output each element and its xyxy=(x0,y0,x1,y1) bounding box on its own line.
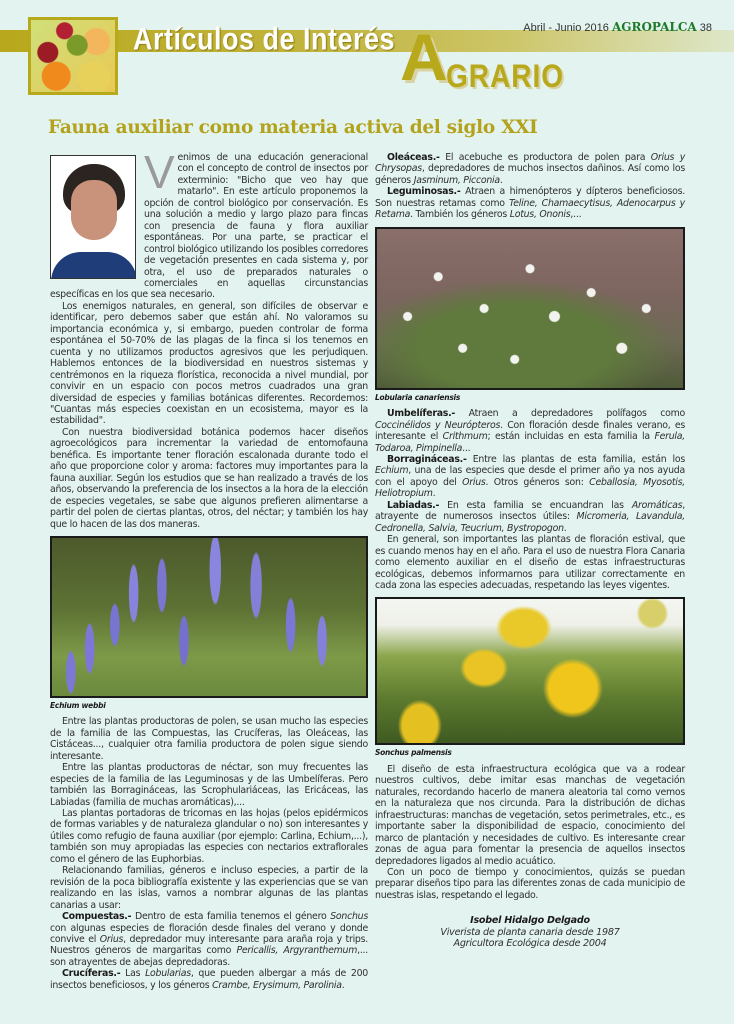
paragraph-cruciferas: Crucíferas.- Las Lobularias, que pueden albergar a más de 200 insectos beneficiosos, y los géneros Crambe, Erysimum, Parolinia. xyxy=(50,968,369,991)
paragraph: Entre las plantas productoras de polen, se usan mucho las especies de la familia de las Compuestas, las Crucíferas, las Oleáceas, las Cistáceas..., cualquier otra familia productora de polen sigue siendo interesante. xyxy=(50,716,368,762)
author-role: Viverista de planta canaria desde 1987 xyxy=(440,926,620,938)
intro-paragraph: Venimos de una educación generacional con el concepto de control de insectos por exterminio: "Bicho que veo hay que matarlo". En este artículo proponemos la opción de control biológico por conservación. Es una solución a medio y largo plazo para fincas con presencia de fauna y flora auxiliar espontáneas. Por una parte, se practicar el control biológico utilizando los posibles corredores de vegetación presentes en cada sistema y, por otra, el uso de preparados naturales o comerciales en aquellas circunstancias específicas en los que sea necesario. xyxy=(50,146,368,301)
right-column xyxy=(375,152,685,950)
lobularia-photo xyxy=(375,227,685,390)
section-suffix: GRARIO xyxy=(446,58,564,94)
paragraph-leguminosas: Leguminosas.- Atraen a himenópteros y dípteros beneficiosos. Son nuestras retamas como Teline, Chamaecytisus, Adenocarpus y Retama. También los géneros Lotus, Ononis,... xyxy=(375,186,685,221)
paragraph: El diseño de esta infraestructura ecológica que va a rodear nuestros cultivos, debe imitar esas manchas de vegetación naturales, recordando hacerlo de manera aleatoria tal como vemos en la naturaleza que nos circunda. Para la distribución de dichas infraestructuras: manchas de vegetación, setos perimetrales, etc., es importante saber la disponibilidad de espacio, conocimiento del marco de plantación y necesidades de cultivo. Es interesante crear zonas de agua para fomentar la presencia de aquellos insectos depredadores ligados al medio acuático. xyxy=(375,763,685,867)
paragraph-labiadas: Labiadas.- En esta familia se encuandran las Aromáticas, atrayente de numerosos insectos útiles: Micromeria, Lavandula, Cedronella, Salvia, Teucrium, Bystropogon. xyxy=(375,499,685,534)
echium-photo xyxy=(50,536,368,698)
fruit-logo-image xyxy=(28,17,118,95)
paragraph: Entre las plantas productoras de néctar, son muy frecuentes las especies de la familia de las Leguminosas y de las Umbelíferas. Pero también las Borragináceas, las Scrophulariáceas, las Ericáceas, las Labiadas (familia de muchas aromáticas),... xyxy=(50,762,368,808)
paragraph-borraginaceas: Borragináceas.- Entre las plantas de esta familia, están los Echium, una de las especies que desde el primer año ya nos ayuda con el apoyo del Orius. Otros géneros son: Ceballosia, Myosotis, Heliotropium. xyxy=(375,453,685,500)
author-signature xyxy=(375,915,685,950)
section-title: Artículos de Interés xyxy=(133,22,396,57)
magazine-name: AGROPALCA xyxy=(611,20,697,34)
issue-info xyxy=(523,20,712,34)
photo-caption: Echium webbi xyxy=(50,700,106,710)
left-column xyxy=(50,146,369,991)
author-name: Isobel Hidalgo Delgado xyxy=(470,915,590,927)
page-number: 38 xyxy=(699,22,712,34)
paragraph: En general, son importantes las plantas de floración estival, que es cuando menos hay en el año. Para el uso de nuestra Flora Canaria como elemento auxiliar en el diseño de estas infraestructuras ecológicas, debemos informarnos para utilizar correctamente en cada zona las especies adecuadas, respetando las leyes vigentes. xyxy=(375,534,685,591)
paragraph-oleaceas: Oleáceas.- El acebuche es productora de polen para Orius y Chrysopas, depredadores de muchos insectos dañinos. Así como los géneros Jasminum, Picconia. xyxy=(375,152,685,186)
drop-cap: V xyxy=(144,146,175,198)
author-portrait xyxy=(50,155,136,279)
author-role: Agricultora Ecológica desde 2004 xyxy=(453,938,607,950)
article-headline: Fauna auxiliar como materia activa del siglo XXI xyxy=(48,117,538,138)
sonchus-photo xyxy=(375,597,685,745)
paragraph-umbeliferas: Umbelíferas.- Atraen a depredadores polífagos como Coccinélidos y Neurópteros. Con floración desde finales verano, es interesante el Crithmum; están incluidas en esta familia la Ferula, Todaroa, Pimpinella... xyxy=(375,408,685,454)
paragraph: Relacionando familias, géneros e incluso especies, a partir de la revisión de la poca bibliografía existente y las experiencias que se van realizando en las islas, vamos a nombrar algunas de las plantas canarias a usar: xyxy=(50,865,368,911)
paragraph: Los enemigos naturales, en general, son difíciles de observar e identificar, pero debemos saber que están ahí. No valoramos su importancia económica y, si embargo, pueden controlar de forma espontánea el 50-70% de las plagas de la finca si los tenemos en cuenta y no utilizamos productos agresivos que les perjudiquen. Hablemos entonces de la biodiversidad en nuestros sistemas y centrémonos en la riqueza florística, reconocida a nivel mundial, por convivir en un espacio con pocos metros cuadrados una gran diversidad de especies y familias botánicas diferentes. Recordemos: "Cuantas más especies coexistan en un ecosistema, mayor es la estabilidad". xyxy=(50,300,368,427)
paragraph: Con un poco de tiempo y conocimientos, quizás se puedan preparar diseños tipo para las diferentes zonas de cada municipio de nuestras islas, respetando el legado. xyxy=(375,866,685,901)
paragraph-compuestas: Compuestas.- Dentro de esta familia tenemos el género Sonchus con algunas especies de floración desde finales del verano y donde convive el Orius, depredador muy interesante para araña roja y trips. Nuestros géneros de margaritas como Pericallis, Argyranthemum,... son atrayentes de abejas depredadoras. xyxy=(50,911,369,968)
paragraph: Con nuestra biodiversidad botánica podemos hacer diseños agroecológicos para incrementar la variedad de entomofauna benéfica. Es importante tener floración escalonada durante todo el año que proporcione color y aroma: factores muy importantes para la fauna auxiliar. Según los estudios que se han realizado a través de los años, observando la preferencia de los insectos a la hora de la elección de especies vegetales, se sabe que algunos prefieren alimentarse a partir del polen de ciertas plantas, otros, del néctar; y también los hay que lo hacen de las dos maneras. xyxy=(50,426,368,530)
photo-caption: Lobularia canariensis xyxy=(375,392,461,402)
section-big-letter: A xyxy=(400,20,448,94)
paragraph: Las plantas portadoras de tricomas en las hojas (pelos epidérmicos de formas variables y de naturaleza glandular o no) son interesantes y útiles como refugio de fauna auxiliar (por ejemplo: Carlina, Echium,...), también son muy apropiadas las especies con nectarios extraflorales como el género de las Euphorbias. xyxy=(50,808,368,865)
photo-caption: Sonchus palmensis xyxy=(375,748,452,758)
issue-date: Abril - Junio 2016 xyxy=(523,22,609,34)
